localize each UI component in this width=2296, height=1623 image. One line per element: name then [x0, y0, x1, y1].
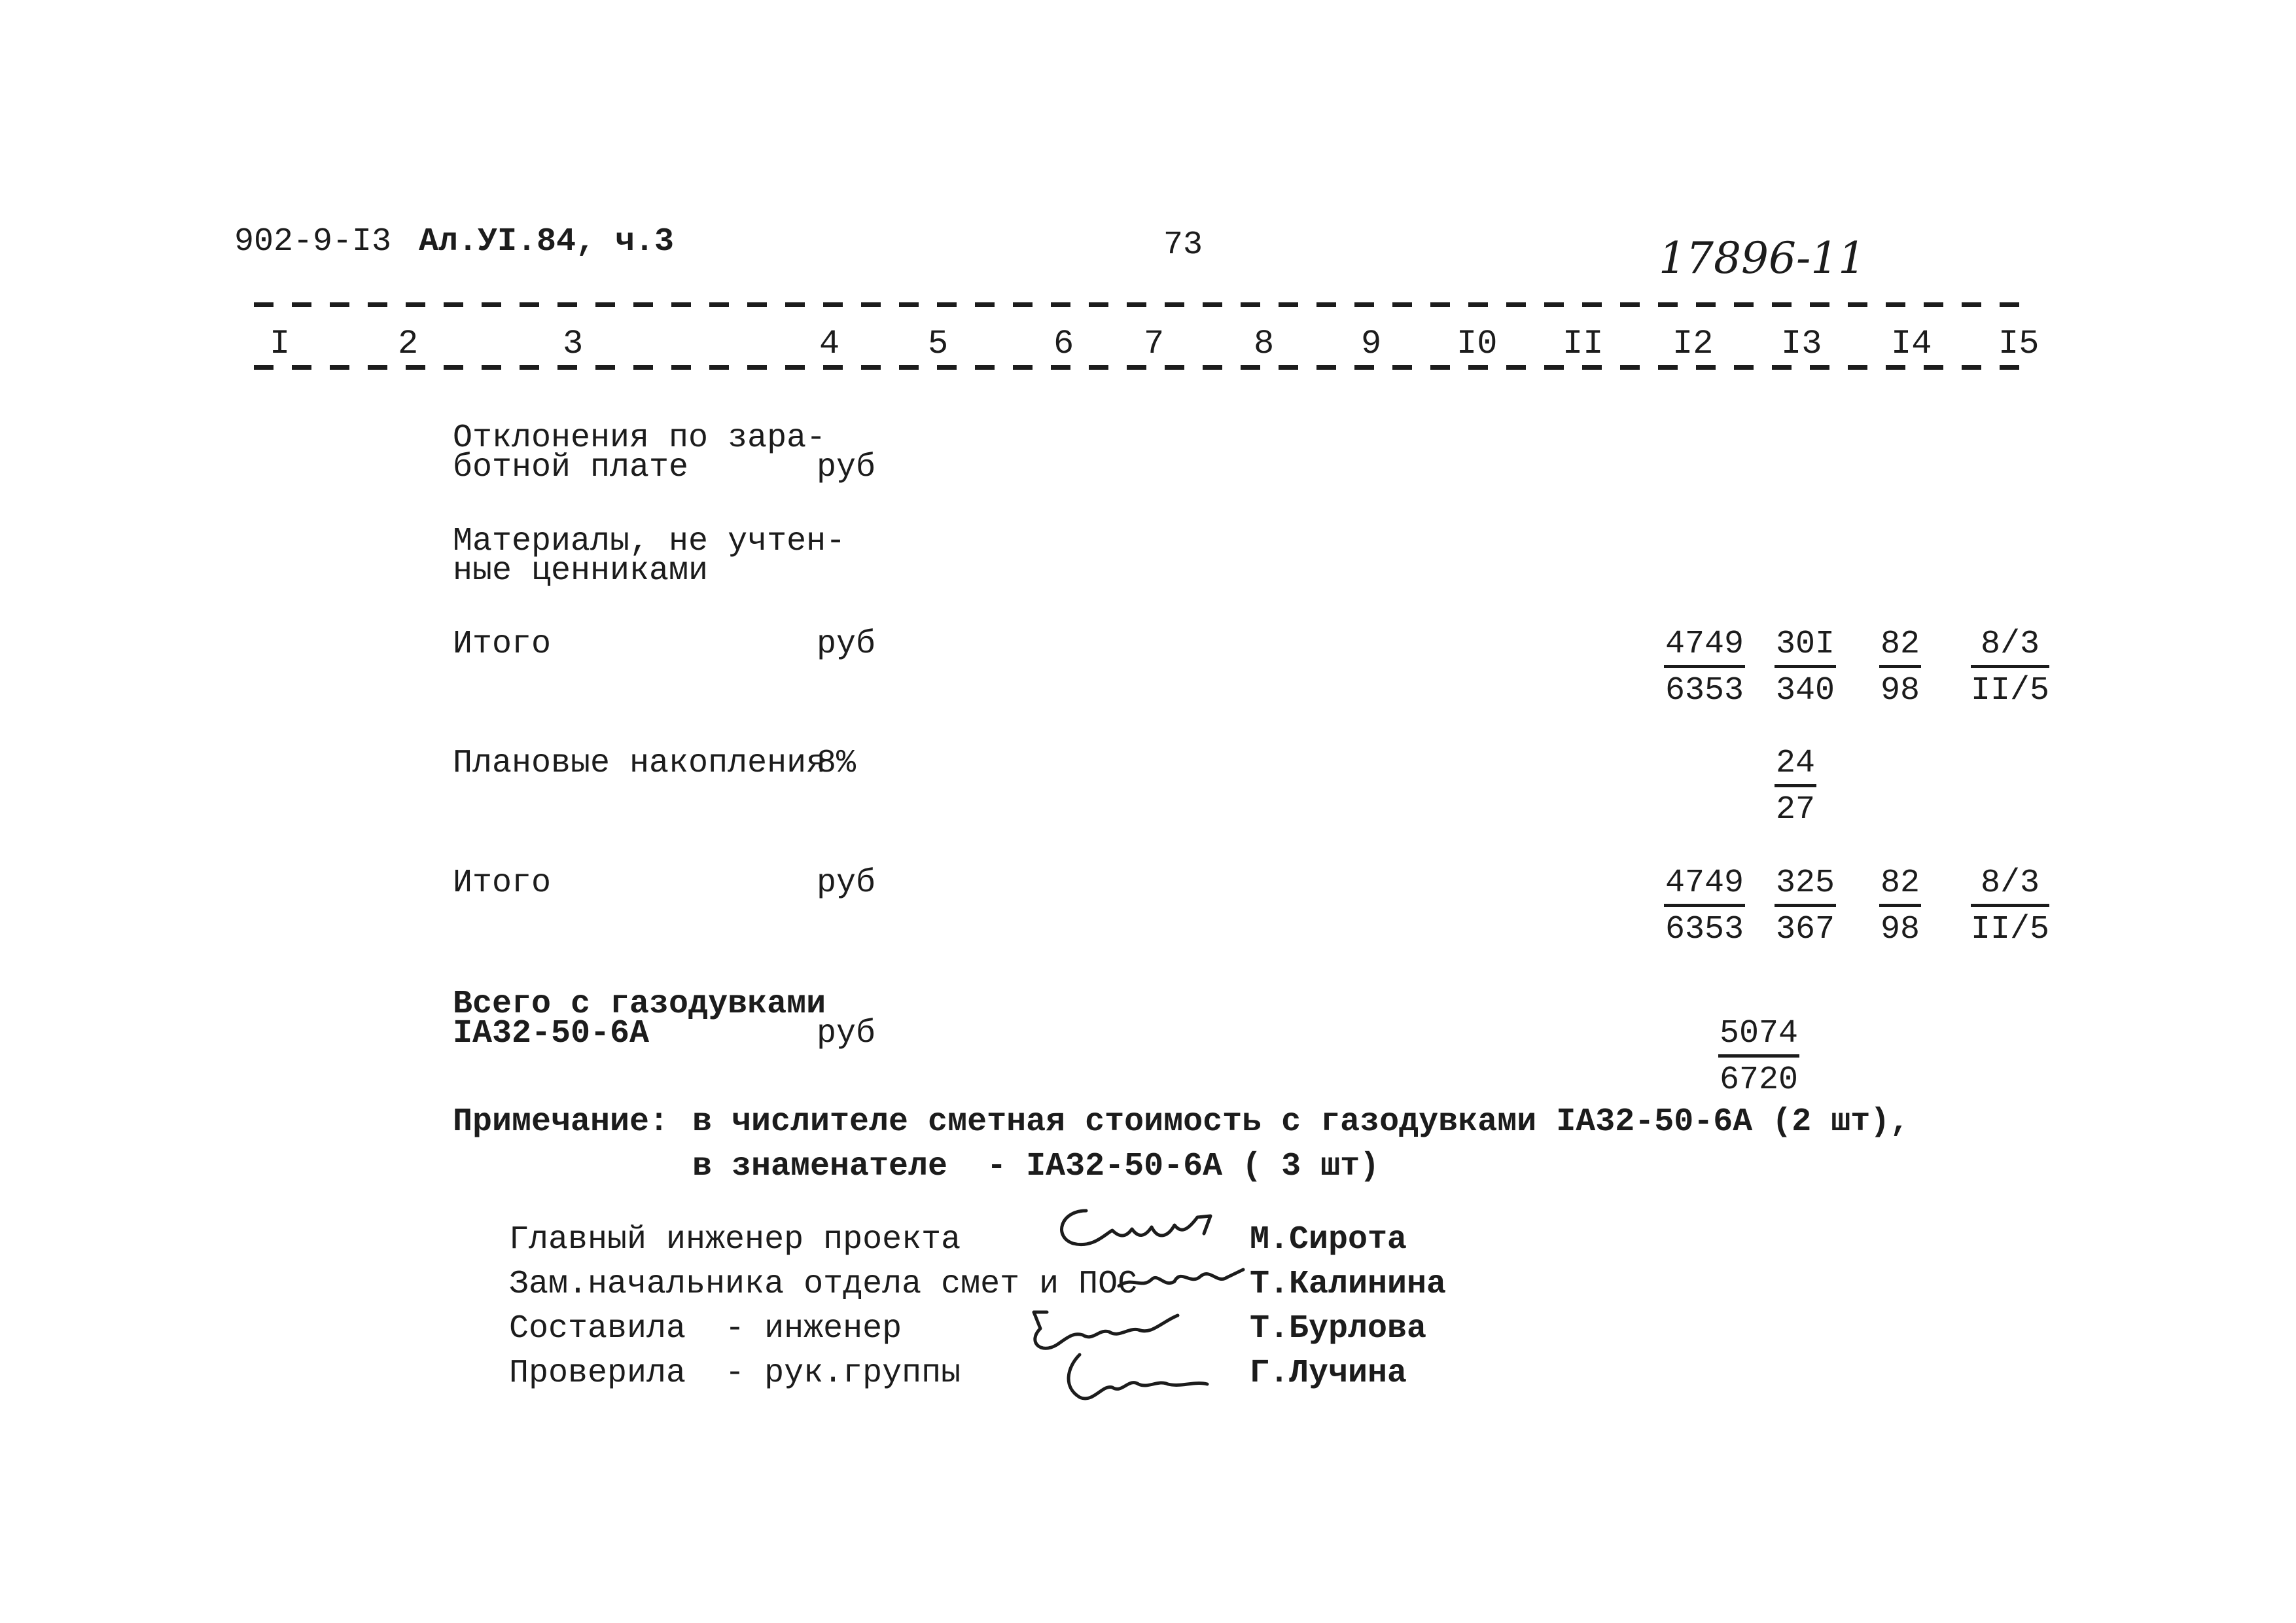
row-unit: руб [817, 449, 876, 486]
column-number: II [1563, 325, 1604, 363]
column-number: I0 [1457, 325, 1498, 363]
signature-name: Т.Калинина [1250, 1266, 1447, 1303]
grand-total-fraction [1718, 1015, 1799, 1099]
album-reference: Ал.УI.84, ч.3 [419, 223, 675, 260]
denominator: 6353 [1665, 911, 1744, 948]
row-label: Итого [453, 626, 552, 663]
document-code: 902-9-I3 [234, 223, 392, 260]
row-unit: руб [817, 865, 876, 902]
denominator: II/5 [1971, 911, 2050, 948]
column-number: I4 [1891, 325, 1932, 363]
numerator: 5074 [1718, 1018, 1799, 1058]
fraction-cell [1664, 867, 1745, 946]
signature-role: Зам.начальника отдела смет и ПОС [509, 1266, 1138, 1303]
column-number: 8 [1254, 325, 1275, 363]
row-unit: руб [817, 626, 876, 663]
row-unit: 8% [817, 745, 857, 782]
handwritten-signature [1112, 1257, 1256, 1302]
signature-name: М.Сирота [1250, 1221, 1407, 1258]
column-number: I3 [1781, 325, 1822, 363]
handwritten-signature [1047, 1348, 1217, 1407]
fraction-cell [1775, 628, 1836, 707]
column-number: 6 [1053, 325, 1074, 363]
note-line: в знаменателе - IA32-50-6A ( 3 шт) [692, 1148, 1380, 1185]
row-label: ные ценниками [453, 552, 709, 590]
row-label: Материалы, не учтен- [453, 523, 846, 560]
numerator: 8/3 [1971, 867, 2049, 907]
row-unit: руб [817, 1015, 876, 1052]
row-label: Итого [453, 865, 552, 902]
row-label: ботной плате [453, 449, 689, 486]
fraction-cell [1971, 628, 2049, 707]
signature-role: Проверила - рук.группы [509, 1355, 961, 1392]
denominator: II/5 [1971, 672, 2050, 709]
numerator: 325 [1775, 867, 1836, 907]
column-number: I [270, 325, 291, 363]
signature-name: Т.Бурлова [1250, 1310, 1427, 1347]
column-number: I2 [1672, 325, 1714, 363]
dashed-rule-top [254, 302, 2035, 307]
fraction-cell [1971, 867, 2049, 946]
column-number: I5 [1998, 325, 2040, 363]
row-label: IA32-50-6A [453, 1015, 650, 1052]
denominator: 27 [1776, 791, 1816, 829]
row-label: Плановые накопления [453, 745, 826, 782]
denominator: 98 [1881, 911, 1920, 948]
numerator: 82 [1879, 867, 1921, 907]
numerator: 4749 [1664, 628, 1745, 668]
page-number: 73 [1163, 226, 1203, 264]
numerator: 8/3 [1971, 628, 2049, 668]
fraction-cell [1879, 628, 1921, 707]
numerator: 82 [1879, 628, 1921, 668]
fraction-cell [1664, 628, 1745, 707]
numerator: 30I [1775, 628, 1836, 668]
denominator: 340 [1776, 672, 1835, 709]
signature-name: Г.Лучина [1250, 1355, 1407, 1392]
column-number: 2 [398, 325, 419, 363]
denominator: 367 [1776, 911, 1835, 948]
handwritten-reference: 17896-11 [1659, 233, 1866, 283]
column-number: 5 [928, 325, 949, 363]
column-number: 3 [563, 325, 584, 363]
row-label: Всего с газодувками [453, 986, 826, 1023]
note-label: Примечание: [453, 1103, 669, 1141]
numerator: 24 [1775, 747, 1816, 787]
column-number: 9 [1361, 325, 1382, 363]
denominator: 6353 [1665, 672, 1744, 709]
denominator: 98 [1881, 672, 1920, 709]
fraction-cell [1775, 867, 1836, 946]
signature-role: Главный инженер проекта [509, 1221, 961, 1258]
dashed-rule-bottom [254, 365, 2035, 370]
note-line: в числителе сметная стоимость с газодувками IA32-50-6A (2 шт), [692, 1103, 1910, 1141]
row-label: Отклонения по зара- [453, 419, 826, 457]
numerator: 4749 [1664, 867, 1745, 907]
column-number: 7 [1144, 325, 1165, 363]
handwritten-signature [1047, 1198, 1237, 1257]
denominator: 6720 [1720, 1061, 1799, 1099]
signature-role: Составила - инженер [509, 1310, 902, 1347]
fraction-cell [1879, 867, 1921, 946]
fraction-cell [1775, 747, 1816, 827]
column-number: 4 [819, 325, 840, 363]
